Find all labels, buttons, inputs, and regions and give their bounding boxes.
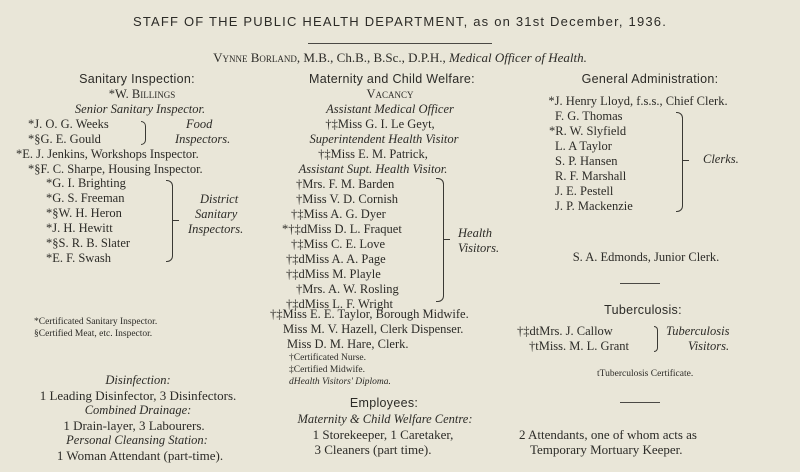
tb-label-2: Visitors. <box>688 339 730 353</box>
superintendent-role: Superintendent Health Visitor <box>309 132 459 146</box>
assistant-supt-name: †‡Miss E. M. Patrick, <box>318 147 428 161</box>
assistant-supt-role: Assistant Supt. Health Visitor. <box>298 162 448 176</box>
clerk-item: L. A Taylor <box>555 139 612 153</box>
mortuary-line-2: Temporary Mortuary Keeper. <box>530 442 683 457</box>
moh-name: Vynne Borland <box>213 50 297 65</box>
moh-quals: , M.B., Ch.B., B.Sc., D.P.H., <box>296 50 449 65</box>
borough-midwife: †‡Miss E. E. Taylor, Borough Midwife. <box>270 307 469 321</box>
drainage-line: 1 Drain-layer, 3 Labourers. <box>63 418 205 433</box>
centre-heading: Maternity & Child Welfare Centre: <box>297 412 473 426</box>
centre-line-1: 1 Storekeeper, 1 Caretaker, <box>312 427 454 442</box>
disinfection-heading: Disinfection: <box>105 373 171 387</box>
district-inspector: *§W. H. Heron <box>46 206 122 220</box>
superintendent-name: †‡Miss G. I. Le Geyt, <box>325 117 435 131</box>
senior-inspector-name: *W. Billings <box>108 87 176 101</box>
title-rule <box>308 43 492 44</box>
district-brace <box>166 180 173 262</box>
health-visitor: †‡Miss A. G. Dyer <box>291 207 386 221</box>
mortuary-line-1: 2 Attendants, one of whom acts as <box>519 427 697 442</box>
health-visitors-brace-tip <box>443 239 450 240</box>
food-inspector-2: *§G. E. Gould <box>28 132 101 146</box>
cleansing-heading: Personal Cleansing Station: <box>66 433 208 447</box>
chief-clerk: *J. Henry Lloyd, f.s.s., Chief Clerk. <box>548 94 728 108</box>
health-visitor: †‡dMiss M. Playle <box>286 267 381 281</box>
clerks-label: Clerks. <box>703 152 739 166</box>
moh-role: Medical Officer of Health. <box>448 50 587 65</box>
clerk-item: J. P. Mackenzie <box>555 199 633 213</box>
note-certificated-nurse: †Certificated Nurse. <box>289 353 367 363</box>
drainage-heading: Combined Drainage: <box>84 403 192 417</box>
centre-line-2: 3 Cleaners (part time). <box>314 442 432 457</box>
district-inspectors-list <box>46 176 130 266</box>
health-visitors-label-1: Health <box>458 226 493 240</box>
clerk-dispenser: Miss M. V. Hazell, Clerk Dispenser. <box>283 322 464 336</box>
clerk-item: S. P. Hansen <box>555 154 618 168</box>
admin-rule <box>620 283 660 284</box>
district-brace-tip <box>172 220 179 221</box>
health-visitor: †Mrs. A. W. Rosling <box>296 282 399 296</box>
clerks-list <box>545 109 633 214</box>
health-visitor: †‡dMiss L. F. Wright <box>286 297 393 311</box>
maternity-heading: Maternity and Child Welfare: <box>309 72 475 86</box>
health-visitors-list <box>282 177 402 312</box>
clerk-item: *R. W. Slyfield <box>549 124 627 138</box>
vacancy: Vacancy <box>366 87 414 101</box>
senior-inspector-role: Senior Sanitary Inspector. <box>74 102 206 116</box>
tb-rule <box>620 402 660 403</box>
tb-heading: Tuberculosis: <box>604 303 682 317</box>
amo-role: Assistant Medical Officer <box>326 102 454 116</box>
tb-label-1: Tuberculosis <box>666 324 730 338</box>
tb-visitor-1: †‡dtMrs. J. Callow <box>517 324 613 338</box>
district-label-2: Sanitary <box>195 207 238 221</box>
note-tb-certificate: tTuberculosis Certificate. <box>597 369 694 379</box>
junior-clerk-text: S. A. Edmonds, Junior Clerk. <box>572 250 720 264</box>
note-certified-midwife: ‡Certified Midwife. <box>289 365 365 375</box>
note-certified-meat: §Certified Meat, etc. Inspector. <box>34 329 153 339</box>
health-visitor: †Mrs. F. M. Barden <box>296 177 395 191</box>
cleansing-line: 1 Woman Attendant (part-time). <box>56 448 224 463</box>
clerk-item: R. F. Marshall <box>555 169 627 183</box>
note-hv-diploma: dHealth Visitors' Diploma. <box>289 377 391 387</box>
health-visitor: †Miss V. D. Cornish <box>296 192 398 206</box>
page-title: STAFF OF THE PUBLIC HEALTH DEPARTMENT, as on 31st December, 1936. <box>132 14 668 29</box>
district-inspector: *G. S. Freeman <box>46 191 125 205</box>
clerk-item: F. G. Thomas <box>555 109 623 123</box>
tb-brace <box>654 326 658 352</box>
district-inspector: *G. I. Brighting <box>46 176 126 190</box>
disinfection-line: 1 Leading Disinfector, 3 Disinfectors. <box>39 388 237 403</box>
note-certificated-sanitary: *Certificated Sanitary Inspector. <box>34 317 158 327</box>
district-inspector: *§S. R. B. Slater <box>46 236 131 250</box>
tb-visitor-2: †tMiss. M. L. Grant <box>529 339 629 353</box>
health-visitor: †‡dMiss A. A. Page <box>286 252 386 266</box>
district-inspector: *J. H. Hewitt <box>46 221 113 235</box>
district-inspector: *E. F. Swash <box>46 251 111 265</box>
district-label-3: Inspectors. <box>188 222 244 236</box>
admin-heading: General Administration: <box>581 72 719 86</box>
clerk: Miss D. M. Hare, Clerk. <box>287 337 409 351</box>
workshops-inspector: *E. J. Jenkins, Workshops Inspector. <box>16 147 199 161</box>
clerks-brace <box>676 112 683 212</box>
health-visitors-label-2: Visitors. <box>458 241 500 255</box>
health-visitor: *†‡dMiss D. L. Fraquet <box>282 222 402 236</box>
district-label-1: District <box>200 192 239 206</box>
food-inspector-1: *J. O. G. Weeks <box>28 117 109 131</box>
food-brace <box>141 121 146 145</box>
sanitary-heading: Sanitary Inspection: <box>79 72 195 86</box>
moh-line <box>213 50 587 65</box>
food-label-1: Food <box>186 117 213 131</box>
employees-heading: Employees: <box>349 396 419 410</box>
housing-inspector: *§F. C. Sharpe, Housing Inspector. <box>28 162 203 176</box>
clerks-brace-tip <box>682 160 689 161</box>
clerk-item: J. E. Pestell <box>555 184 614 198</box>
health-visitor: †‡Miss C. E. Love <box>291 237 386 251</box>
food-label-2: Inspectors. <box>175 132 231 146</box>
health-visitors-brace <box>436 178 444 302</box>
junior-clerk <box>573 250 720 265</box>
